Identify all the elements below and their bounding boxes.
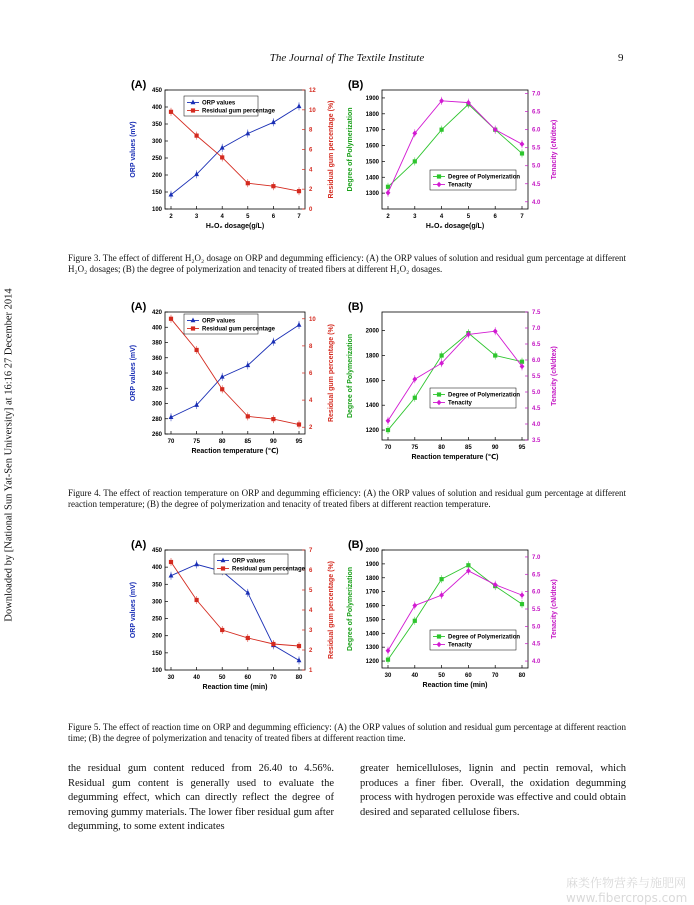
figure-3-chart [120,78,558,238]
x-tick-label: 40 [411,673,419,679]
figure-5-panel-a [130,539,335,691]
y-right-tick-label: 8 [309,127,313,134]
y-left-tick-label: 360 [151,355,162,362]
y-left-tick-label: 1500 [365,617,379,624]
y-right-tick-label: 4.0 [532,199,541,206]
x-tick-label: 3 [194,214,199,220]
y-left-tick-label: 200 [151,173,162,179]
panel-label: (B) [348,539,364,551]
y-right-tick-label: 6.5 [532,342,541,348]
data-point [440,128,444,132]
y-left-tick-label: 400 [151,565,162,572]
figure-3-panel-b [347,79,558,230]
series-line [171,564,299,660]
x-tick-label: 2 [386,214,390,220]
y-left-tick-label: 250 [151,616,162,623]
legend-entry: Tenacity [448,642,472,649]
y-left-tick-label: 300 [151,139,162,145]
x-axis-label: Reaction temperature (℃) [191,448,279,455]
data-point [271,417,275,421]
y-right-tick-label: 8 [309,343,313,350]
x-tick-label: 85 [465,445,472,451]
data-point [297,189,301,193]
y-right-tick-label: 4.0 [532,422,541,428]
x-tick-label: 7 [520,214,524,220]
data-point [169,560,173,564]
y-right-tick-label: 2 [309,648,313,654]
x-tick-label: 7 [297,214,301,220]
y-left-axis-label: ORP values (mV) [130,581,137,639]
plot-frame [382,312,528,440]
panel-label: (A) [131,539,147,551]
body-text-right: greater hemicelluloses, lignin and pectin removal, which produces a finer fiber. Overall, the oxidation degumming process with hydrogen peroxide was effective and could obtain desired and separated cellulose fibers. [360,763,626,818]
x-tick-label: 90 [491,445,499,451]
y-right-tick-label: 5.0 [532,163,541,170]
y-left-tick-label: 450 [151,88,162,94]
data-point [386,658,390,662]
y-right-tick-label: 5.5 [532,145,541,152]
figure-3-panel-a [130,79,335,230]
legend-marker [191,108,195,112]
y-right-tick-label: 4.5 [532,406,541,412]
y-right-tick-label: 4 [309,167,313,174]
y-left-tick-label: 1800 [365,575,379,582]
x-axis-label: Reaction temperature (℃) [411,454,499,461]
legend-entry: ORP values [232,558,266,565]
legend-entry: Degree of Polymerization [448,392,521,399]
y-left-tick-label: 1600 [365,143,379,150]
y-left-tick-label: 1900 [365,95,379,102]
y-right-axis-label: Tenacity (cN/dtex) [551,346,558,406]
legend-entry: Residual gum percentage [202,108,276,115]
y-left-tick-label: 1300 [365,645,379,652]
panel-label: (B) [348,301,364,313]
x-tick-label: 75 [193,439,200,445]
y-left-tick-label: 250 [151,156,162,162]
panel-label: (A) [131,301,147,313]
y-left-axis-label: ORP values (mV) [130,121,137,178]
data-point [195,348,199,352]
y-left-tick-label: 300 [151,599,162,606]
y-left-tick-label: 1700 [365,127,379,134]
y-right-tick-label: 6.5 [532,572,541,579]
y-left-tick-label: 200 [151,633,162,640]
x-tick-label: 70 [270,675,277,681]
legend-marker [437,174,441,178]
legend-entry: Residual gum percentage [202,326,276,333]
x-tick-label: 6 [271,214,276,220]
x-tick-label: 2 [169,214,173,220]
data-point [194,561,199,566]
y-left-tick-label: 150 [151,650,162,657]
y-left-tick-label: 2000 [365,548,379,554]
y-left-tick-label: 1400 [365,403,379,410]
series-line [171,562,299,646]
x-tick-label: 5 [466,214,471,220]
y-right-tick-label: 4.5 [532,641,541,648]
data-point [271,184,275,188]
data-point [246,414,250,418]
y-right-tick-label: 6 [309,147,313,154]
y-right-tick-label: 7.0 [532,326,541,332]
legend-entry: Degree of Polymerization [448,634,521,641]
data-point [520,602,524,606]
y-right-tick-label: 7 [309,548,313,554]
x-tick-label: 60 [244,675,252,681]
y-left-tick-label: 300 [151,401,162,408]
data-point [220,387,224,391]
data-point [297,103,302,108]
legend-marker [437,634,441,638]
y-right-tick-label: 0 [309,207,313,213]
y-right-tick-label: 4 [309,608,313,614]
y-right-tick-label: 10 [309,316,316,323]
y-left-tick-label: 1600 [365,378,379,385]
y-left-tick-label: 1600 [365,603,379,610]
data-point [386,190,391,196]
y-left-tick-label: 1500 [365,159,379,166]
x-tick-label: 5 [246,214,250,220]
y-right-tick-label: 4.0 [532,659,541,666]
y-right-tick-label: 6 [309,568,313,574]
figure-5-caption: Figure 5. The effect of reaction time on ORP and degumming efficiency: (A) the ORP values of solution and residual gum percentage at different reaction time; (B) the degree of polymerization and tenacity of treated fibers at different reaction time. [68,722,626,743]
data-point [169,110,173,114]
journal-header: The Journal of The Textile Institute [269,52,425,64]
y-left-tick-label: 350 [151,582,162,589]
panel-label: (B) [348,79,364,91]
x-tick-label: 70 [384,445,392,451]
data-point [246,636,250,640]
y-left-axis-label: Degree of Polymerization [347,333,354,419]
data-point [386,185,390,189]
data-point [245,590,250,595]
site-watermark: 麻类作物营养与施肥网 www.fibercrops.com [566,876,688,905]
x-tick-label: 50 [438,673,445,679]
figure-4-caption: Figure 4. The effect of reaction temperature on ORP and degumming efficiency: (A) the ORP values of solution and residual gum percentage at different reaction temperature; (B) the degree of polymerization and tenacity of treated fibers at different reaction temperature. [68,488,626,509]
y-right-tick-label: 6 [309,371,313,377]
page-number: 9 [618,52,624,64]
y-left-tick-label: 2000 [365,328,379,335]
y-left-tick-label: 350 [151,122,162,128]
y-left-tick-label: 260 [151,432,162,438]
panel-label: (A) [131,79,147,91]
y-left-axis-label: ORP values (mV) [130,344,137,402]
data-point [271,642,275,646]
data-point [220,628,224,632]
x-tick-label: 70 [167,439,175,445]
data-point [169,317,173,321]
data-point [297,322,302,327]
x-tick-label: 60 [465,673,472,679]
legend-entry: Tenacity [448,400,472,407]
y-left-tick-label: 280 [151,416,162,423]
y-right-tick-label: 5.5 [532,607,541,613]
x-tick-label: 90 [270,439,277,445]
y-left-tick-label: 1800 [365,111,379,118]
plot-frame [382,90,528,209]
y-right-tick-label: 6.5 [532,109,541,116]
data-point [440,353,444,357]
data-point [245,362,250,367]
y-left-tick-label: 1200 [365,659,379,666]
figure-5-chart [120,539,558,691]
x-tick-label: 85 [244,439,252,445]
y-right-tick-label: 6.0 [532,358,541,364]
y-right-tick-label: 7.0 [532,554,541,561]
figure-4-chart [120,300,558,472]
y-left-tick-label: 1800 [365,353,379,360]
legend-entry: ORP values [202,100,236,107]
figure-4-panel-a [130,301,335,455]
data-point [413,619,417,623]
legend-entry: ORP values [202,318,236,325]
y-right-tick-label: 4 [309,398,313,405]
series-line [171,106,299,194]
x-tick-label: 95 [295,439,303,445]
data-point [297,644,301,648]
y-right-tick-label: 5.0 [532,390,541,396]
y-right-tick-label: 7.5 [532,310,541,316]
legend-marker [437,392,441,396]
y-right-tick-label: 12 [309,88,316,94]
series-line [171,319,299,425]
y-left-tick-label: 100 [151,207,162,213]
data-point [195,134,199,138]
y-right-tick-label: 5 [309,588,313,594]
figure-3-caption: Figure 3. The effect of different H₂O₂ dosage on ORP and degumming efficiency: (A) the ORP values of solution and residual gum percentage at different H₂O₂ dosages; (B) the degree of polymerization and tenacity of treated fibers at different H₂O₂ dosages. [68,253,626,274]
y-right-tick-label: 10 [309,107,316,114]
x-tick-label: 6 [493,214,497,220]
figure-5-panel-b [347,539,558,689]
data-point [297,422,301,426]
download-sidebar [2,270,16,640]
y-left-tick-label: 400 [151,325,162,332]
plot-frame [382,550,528,668]
y-left-tick-label: 1900 [365,561,379,568]
y-right-tick-label: 6.0 [532,589,541,596]
data-point [246,181,250,185]
x-tick-label: 4 [220,214,224,220]
data-point [466,563,470,567]
x-tick-label: 40 [193,675,200,681]
x-tick-label: 80 [295,675,303,681]
x-axis-label: H₂O₂ dosage(g/L) [205,223,265,230]
x-tick-label: 30 [167,675,175,681]
y-left-tick-label: 100 [151,668,162,674]
y-left-tick-label: 150 [151,190,162,196]
y-left-tick-label: 420 [151,310,162,316]
legend-marker [221,566,225,570]
x-tick-label: 80 [518,673,526,679]
y-right-tick-label: 5.5 [532,374,541,380]
x-tick-label: 70 [491,673,499,679]
y-left-tick-label: 450 [151,548,162,554]
data-point [413,396,417,400]
y-left-axis-label: Degree of Polymerization [347,566,354,652]
data-point [413,159,417,163]
y-right-axis-label: Tenacity (cN/dtex) [551,579,558,639]
y-left-tick-label: 320 [151,386,162,393]
y-right-tick-label: 3.5 [532,438,541,444]
x-tick-label: 80 [438,445,445,451]
y-right-tick-label: 2 [309,425,313,432]
y-right-axis-label: Residual gum percentage (%) [328,100,335,199]
y-right-tick-label: 3 [309,628,313,634]
legend-marker [191,326,195,330]
data-point [169,192,174,197]
data-point [440,577,444,581]
y-right-axis-label: Tenacity (cN/dtex) [551,119,558,180]
x-tick-label: 30 [384,673,392,679]
y-right-axis-label: Residual gum percentage (%) [328,323,335,423]
y-right-tick-label: 5.0 [532,624,541,631]
x-tick-label: 4 [439,214,444,220]
x-tick-label: 80 [218,439,226,445]
y-left-tick-label: 400 [151,105,162,111]
data-point [520,592,525,598]
y-left-tick-label: 1200 [365,428,379,435]
x-axis-label: Reaction time (min) [422,682,488,689]
body-text-left: the residual gum content reduced from 26.40 to 4.56%. Residual gum content is generally used to evaluate the degumming effect, which can directly reflect the degree of removing gummy materials. The lower fiber residual gum after degumming, to some extent indicates [68,763,334,832]
x-tick-label: 95 [518,445,526,451]
x-tick-label: 50 [218,675,226,681]
y-right-tick-label: 4.5 [532,181,541,188]
data-point [220,155,224,159]
legend-entry: Tenacity [448,182,472,189]
y-right-tick-label: 6.0 [532,127,541,134]
x-axis-label: Reaction time (min) [202,684,268,691]
y-left-axis-label: Degree of Polymerization [347,107,354,192]
download-note: Downloaded by [National Sun Yat-Sen University] at 16:16 27 December 2014 [3,288,15,622]
data-point [493,353,497,357]
x-tick-label: 3 [413,214,417,220]
x-axis-label: H₂O₂ dosage(g/L) [425,223,485,230]
figure-4-panel-b [347,301,558,461]
y-right-axis-label: Residual gum percentage (%) [328,560,335,660]
y-left-tick-label: 340 [151,371,162,377]
y-left-tick-label: 1300 [365,191,379,198]
y-right-tick-label: 2 [309,187,313,194]
series-line [388,333,522,430]
y-left-tick-label: 1400 [365,631,379,638]
y-left-tick-label: 1700 [365,589,379,596]
legend-entry: Degree of Polymerization [448,174,521,181]
legend-entry: Residual gum percentage [232,566,306,573]
x-tick-label: 75 [411,445,419,451]
data-point [386,428,390,432]
y-right-tick-label: 7.0 [532,91,541,98]
y-left-tick-label: 1400 [365,175,379,182]
y-left-tick-label: 380 [151,340,162,347]
data-point [520,151,524,155]
data-point [195,598,199,602]
data-point [520,141,525,147]
y-right-tick-label: 1 [309,668,313,674]
